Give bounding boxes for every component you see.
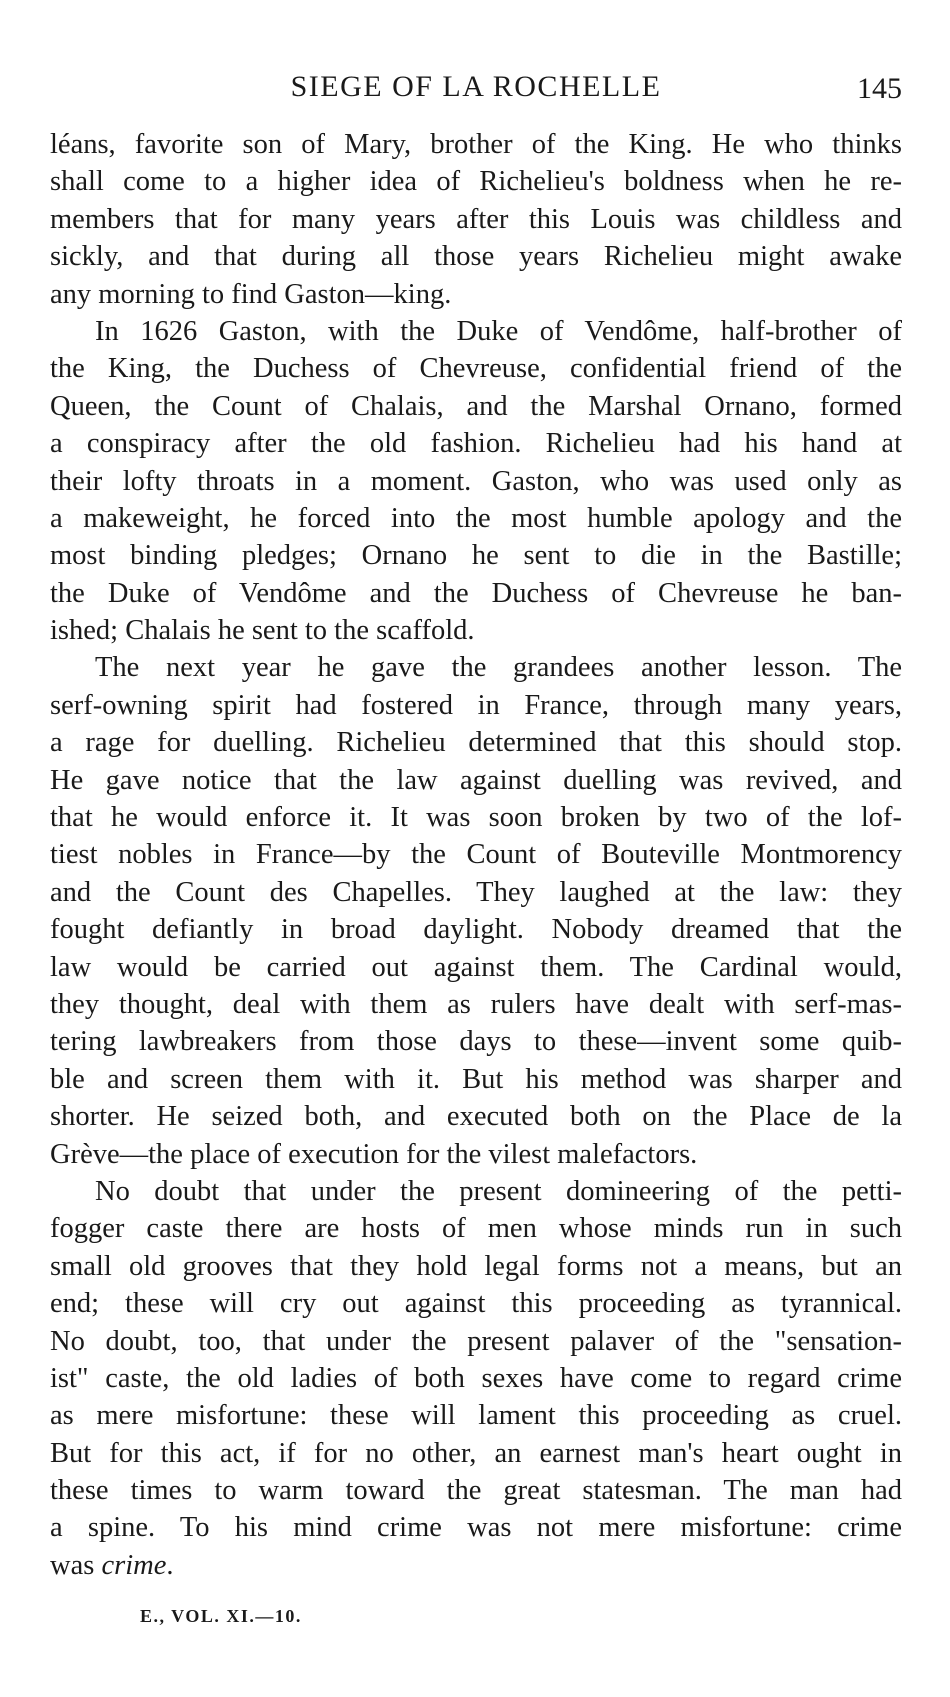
text-line: tiest nobles in France—by the Count of Bouteville Montmorency <box>50 839 902 871</box>
text-line: a makeweight, he forced into the most humble apology and the <box>50 502 902 534</box>
text-line: ble and screen them with it. But his method was sharper and <box>50 1063 902 1095</box>
text-fragment: was <box>50 1549 102 1581</box>
text-line: Grève—the place of execution for the vilest malefactors. <box>50 1138 698 1170</box>
text-line: as mere misfortune: these will lament this proceeding as cruel. <box>50 1400 902 1432</box>
text-line: any morning to find Gaston—king. <box>50 278 452 310</box>
text-line: shall come to a higher idea of Richelieu's boldness when he re- <box>50 166 902 198</box>
text-line: they thought, deal with them as rulers have dealt with serf-mas- <box>50 988 902 1020</box>
italic-emphasis: crime <box>101 1549 167 1581</box>
text-line: fought defiantly in broad daylight. Nobody dreamed that the <box>50 914 902 946</box>
text-line: léans, favorite son of Mary, brother of the King. He who thinks <box>50 129 902 160</box>
page-number: 145 <box>857 72 902 105</box>
text-line: the King, the Duchess of Chevreuse, confidential friend of the <box>50 353 902 385</box>
text-line: In 1626 Gaston, with the Duke of Vendôme, half-brother of <box>95 315 902 347</box>
text-fragment: . <box>166 1549 174 1581</box>
text-line: sickly, and that during all those years Richelieu might awake <box>50 241 902 273</box>
text-line: a rage for duelling. Richelieu determined that this should stop. <box>50 727 902 759</box>
text-line: No doubt that under the present domineering of the petti- <box>95 1175 902 1207</box>
text-line: law would be carried out against them. The Cardinal would, <box>50 951 902 983</box>
text-line: shorter. He seized both, and executed both on the Place de la <box>50 1101 902 1133</box>
text-line: that he would enforce it. It was soon broken by two of the lof- <box>50 802 902 834</box>
text-line: members that for many years after this Louis was childless and <box>50 203 902 235</box>
text-line: No doubt, too, that under the present palaver of the "sensation- <box>50 1325 902 1357</box>
text-line <box>50 1547 902 1584</box>
text-line: But for this act, if for no other, an earnest man's heart ought in <box>50 1437 902 1469</box>
text-line: a spine. To his mind crime was not mere misfortune: crime <box>50 1512 902 1544</box>
text-line: fogger caste there are hosts of men whose minds run in such <box>50 1213 902 1245</box>
text-line: a conspiracy after the old fashion. Richelieu had his hand at <box>50 428 902 460</box>
text-line: these times to warm toward the great statesman. The man had <box>50 1475 902 1507</box>
text-line: He gave notice that the law against duelling was revived, and <box>50 764 902 796</box>
running-head <box>50 70 902 112</box>
text-line: The next year he gave the grandees another lesson. The <box>95 652 902 684</box>
text-line: small old grooves that they hold legal forms not a means, but an <box>50 1250 902 1282</box>
running-title: SIEGE OF LA ROCHELLE <box>290 70 662 103</box>
text-line: serf-owning spirit had fostered in France, through many years, <box>50 689 902 721</box>
printer-signature: E., VOL. XI.—10. <box>140 1606 302 1627</box>
text-line: and the Count des Chapelles. They laughed at the law: they <box>50 876 902 908</box>
text-line: most binding pledges; Ornano he sent to die in the Bastille; <box>50 540 902 572</box>
text-line: end; these will cry out against this proceeding as tyrannical. <box>50 1288 902 1320</box>
text-line: tering lawbreakers from those days to these—invent some quib- <box>50 1026 902 1058</box>
body-text <box>50 126 902 1584</box>
text-line: ist" caste, the old ladies of both sexes have come to regard crime <box>50 1362 902 1394</box>
text-line: their lofty throats in a moment. Gaston, who was used only as <box>50 465 902 497</box>
book-page <box>50 70 902 1627</box>
text-line: the Duke of Vendôme and the Duchess of Chevreuse he ban- <box>50 577 902 609</box>
text-line: ished; Chalais he sent to the scaffold. <box>50 615 475 647</box>
text-line: Queen, the Count of Chalais, and the Marshal Ornano, formed <box>50 390 902 422</box>
